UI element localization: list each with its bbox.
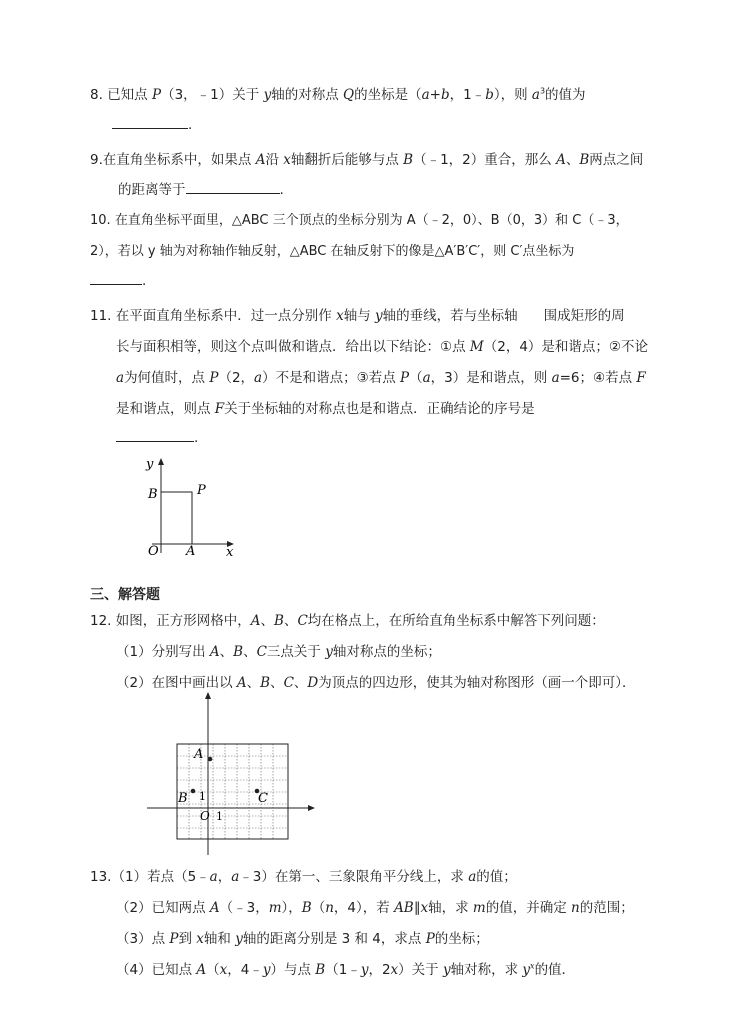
q11-line4: 是和谐点，则点 F关于坐标轴的对称点也是和谐点．正确结论的序号是	[116, 401, 535, 417]
answer-blank[interactable]	[186, 181, 280, 194]
q11-answer-line: .	[116, 429, 198, 446]
q13-number: 13.	[90, 869, 112, 885]
q13-part4: （4）已知点 A（x，4﹣y）与点 B（1﹣y，2x）关于 y轴对称，求 $y^x$的值．	[116, 961, 576, 978]
question-12: 12. 如图，正方形网格中，A、B、C均在格点上，在所给直角坐标系中解答下列问题：	[90, 613, 605, 629]
point-a	[208, 757, 213, 762]
label-c: C	[258, 791, 268, 806]
label-one-x: 1	[216, 810, 223, 823]
label-b: B	[178, 791, 188, 806]
q11-line2: 长与面积相等，则这个点叫做和谐点．给出以下结论：①点 M（2，4）是和谐点；②不论	[116, 339, 649, 355]
question-8: 8. 已知点 P（3，﹣1）关于 y轴的对称点 Q的坐标是（a+b，1﹣b），则 $a^3$的值为	[90, 86, 586, 103]
question-10: 10. 在直角坐标平面里，△ABC 三个顶点的坐标分别为 A（﹣2，0）、B（0，3）和 C（﹣3，	[90, 213, 629, 228]
q12-number: 12.	[90, 613, 112, 629]
question-9: 9.在直角坐标系中，如果点 A沿 x轴翻折后能够与点 B（﹣1，2）重合，那么 A、B两点之间	[90, 152, 644, 168]
section-title: 三、解答题	[90, 587, 160, 603]
q12-part1: （1）分别写出 A、B、C三点关于 y轴对称点的坐标；	[116, 644, 441, 660]
q9-number: 9.	[90, 152, 103, 168]
question-13: 13.（1）若点（5﹣a，a﹣3）在第一、三象限角平分线上，求 a的值；	[90, 869, 517, 885]
q8-number: 8.	[90, 87, 103, 103]
label-x: x	[226, 545, 234, 560]
label-one-y: 1	[199, 790, 206, 803]
q12-part2: （2）在图中画出以 A、B、C、D为顶点的四边形，使其为轴对称图形（画一个即可）．	[116, 675, 636, 691]
answer-blank[interactable]	[116, 429, 194, 442]
answer-blank[interactable]	[90, 272, 142, 285]
x-axis-arrow	[308, 805, 315, 811]
rectangle-oapb	[161, 492, 192, 544]
label-o: O	[148, 544, 159, 559]
point-b	[191, 789, 196, 794]
y-axis-arrow	[158, 458, 164, 465]
q10-answer-line: .	[90, 272, 146, 289]
label-p: P	[197, 483, 206, 498]
q11-figure	[140, 455, 240, 560]
q11-number: 11.	[90, 308, 112, 324]
label-o: O	[200, 809, 210, 823]
q11-line3: a为何值时，点 P（2，a）不是和谐点；③若点 P（a，3）是和谐点，则 a=6；④若点 F	[116, 370, 646, 386]
label-a: A	[194, 747, 204, 762]
label-y: y	[146, 457, 154, 472]
q8-answer-line: .	[112, 116, 192, 133]
q9-line2: 的距离等于 .	[118, 182, 284, 198]
q12-grid-figure	[145, 690, 320, 858]
label-a: A	[186, 544, 196, 559]
q10-line2: 2），若以 y 轴为对称轴作轴反射，△ABC 在轴反射下的像是△A′B′C′，则 C′点坐标为	[90, 244, 575, 259]
question-11: 11. 在平面直角坐标系中．过一点分别作 x轴与 y轴的垂线，若与坐标轴 围成矩形的周	[90, 308, 625, 324]
answer-blank[interactable]	[112, 116, 188, 129]
y-axis-arrow	[205, 692, 211, 699]
label-b: B	[148, 487, 158, 502]
q10-number: 10.	[90, 213, 111, 228]
q13-part2: （2）已知两点 A（﹣3，m），B（n，4），若 AB∥x轴，求 m的值，并确定 n的范围；	[116, 900, 634, 916]
q13-part3: （3）点 P到 x轴和 y轴的距离分别是 3 和 4，求点 P的坐标；	[116, 931, 489, 947]
